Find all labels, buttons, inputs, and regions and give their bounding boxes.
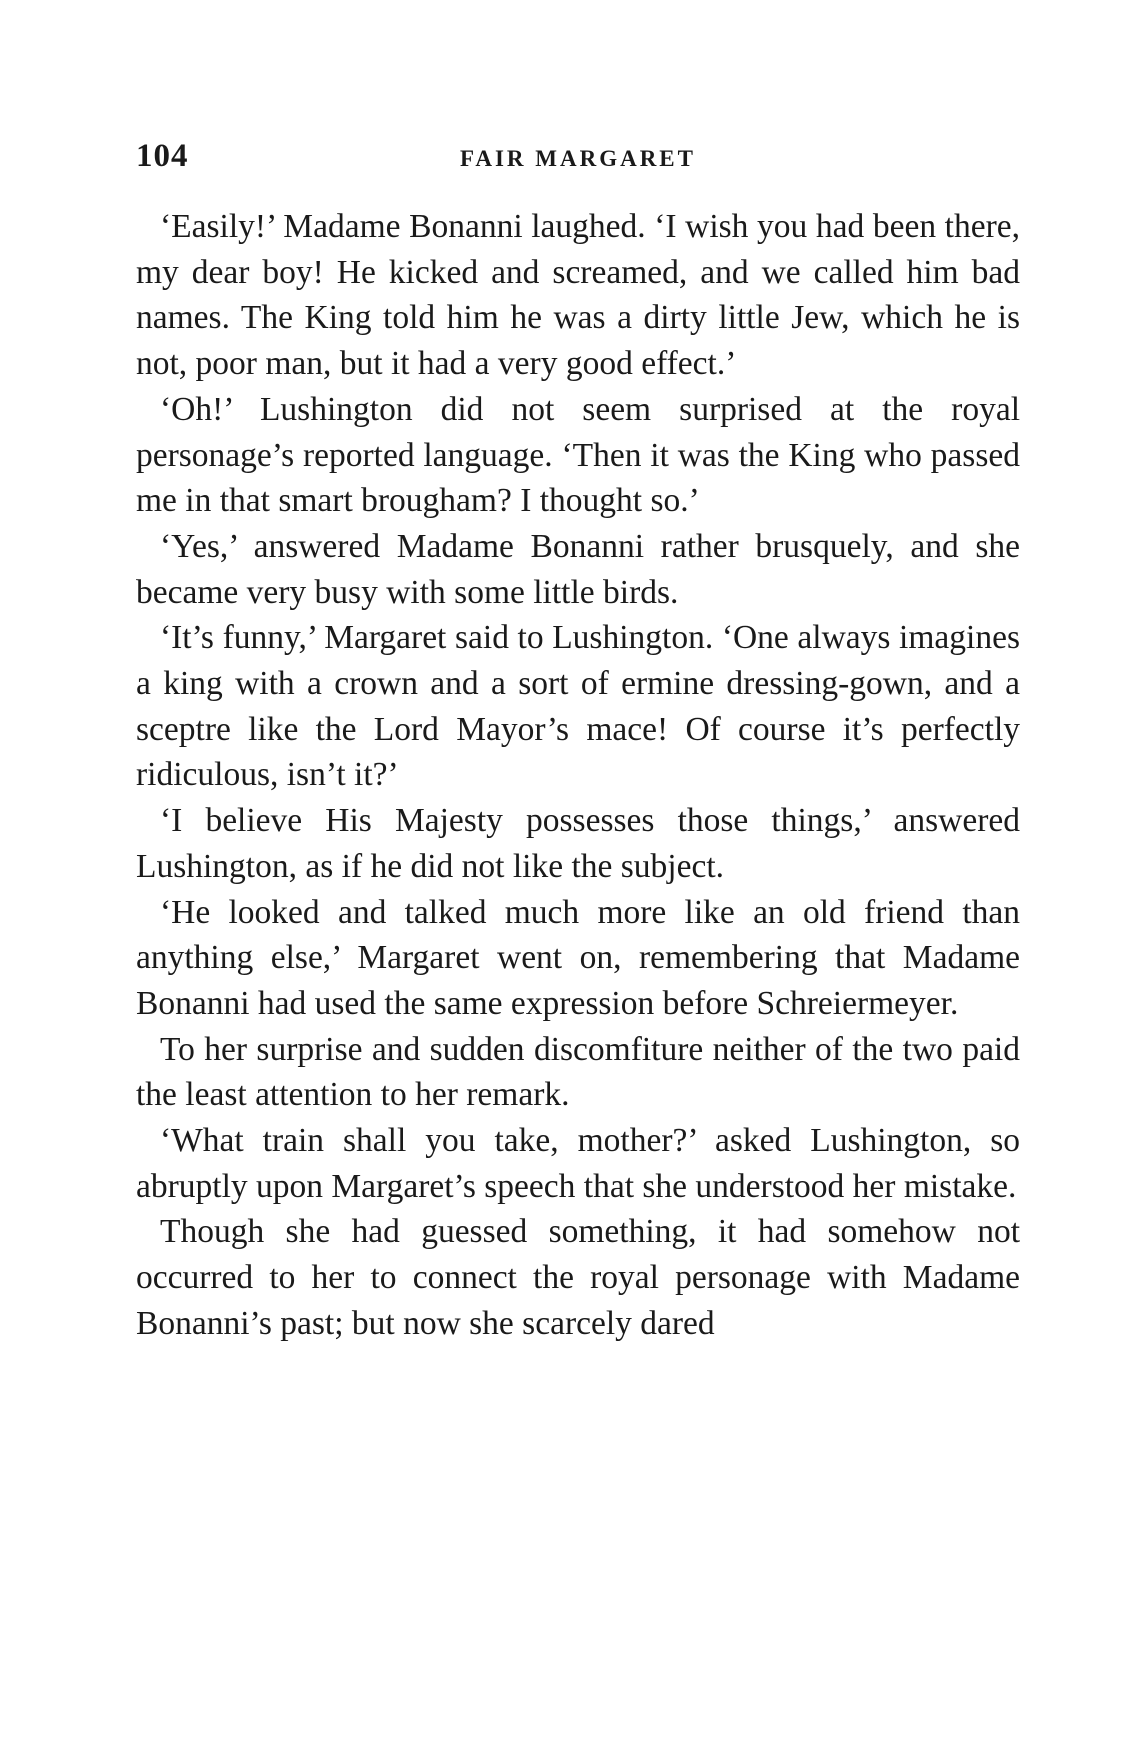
body-text [136,204,1020,1347]
running-head [136,138,1020,182]
paragraph: ‘I believe His Majesty possesses those things,’ answered Lushington, as if he did not like the subject. [136,802,1020,885]
paragraph: ‘It’s funny,’ Margaret said to Lushington. ‘One always imagines a king with a crown and a sort of ermine dressing-gown, and a sceptre like the Lord Mayor’s mace! Of course it’s perfectly ridiculous, isn’t it?’ [136,619,1020,794]
paragraph: ‘He looked and talked much more like an old friend than anything else,’ Margaret went on, remembering that Madame Bonanni had used the same expression before Schreiermeyer. [136,893,1020,1022]
book-page [136,138,1020,1347]
paragraph: ‘Easily!’ Madame Bonanni laughed. ‘I wish you had been there, my dear boy! He kicked and screamed, and we called him bad names. The King told him he was a dirty little Jew, which he is not, poor man, but it had a very good effect.’ [136,208,1020,383]
paragraph: To her surprise and sudden discomfiture neither of the two paid the least attention to her remark. [136,1030,1020,1114]
paragraph: Though she had guessed something, it had somehow not occurred to her to connect the royal personage with Madame Bonanni’s past; but now she scarcely dared [136,1213,1020,1342]
paragraph: ‘What train shall you take, mother?’ asked Lushington, so abruptly upon Margaret’s speech that she understood her mistake. [136,1122,1020,1205]
running-title: FAIR MARGARET [460,146,696,171]
page-number: 104 [136,138,189,174]
paragraph: ‘Yes,’ answered Madame Bonanni rather brusquely, and she became very busy with some little birds. [136,527,1020,611]
paragraph: ‘Oh!’ Lushington did not seem surprised at the royal personage’s reported language. ‘Then it was the King who passed me in that smart brougham? I thought so.’ [136,390,1020,520]
